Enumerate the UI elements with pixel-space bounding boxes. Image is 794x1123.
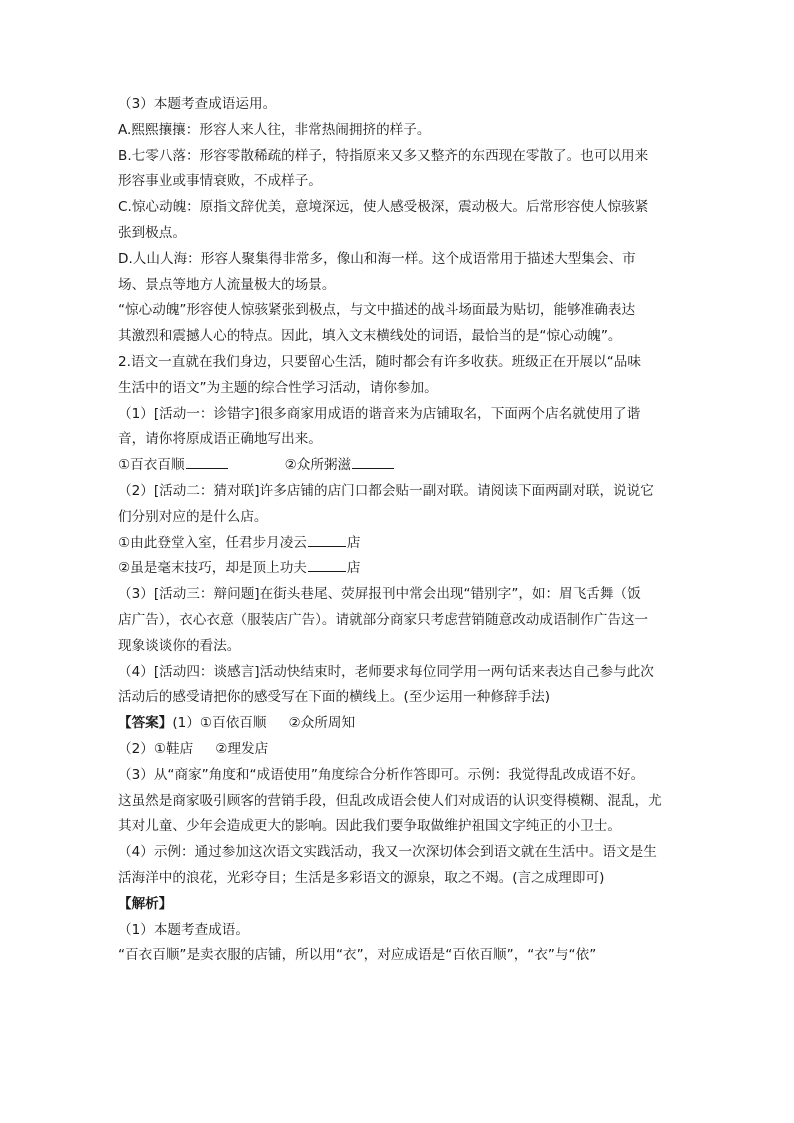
answer-line1 [118,711,704,737]
answer-blank[interactable] [352,455,394,469]
activity3-line3: 现象谈谈你的看法。 [118,637,241,654]
activity2-line2: 们分别对应的是什么店。 [118,508,268,525]
answer-3-line3: 其对儿童、少年会造成更大的影响。因此我们要争取做维护祖国文字纯正的小卫士。 [118,818,621,835]
answer-label: 【答案】 [118,715,173,732]
activity2-item1 [118,531,704,557]
answer-line2 [118,737,704,763]
activity4-line2: 活动后的感受请把你的感受写在下面的横线上。(至少运用一种修辞手法) [118,689,551,706]
answer-3-line1: （3）从“商家”角度和“成语使用”角度综合分析作答即可。示例：我觉得乱改成语不好。 [118,766,645,783]
activity3-line1: （3）[活动三：辩问题]在街头巷尾、荧屏报刊中常会出现“错别字”，如：眉飞舌舞（饭 [118,586,641,603]
answer-1-part1: (1）①百依百顺 [172,715,267,732]
couplet-1: ①由此登堂入室，任君步月凌云 [118,534,307,551]
conclusion-line1: “惊心动魄”形容使人惊骇紧张到极点，与文中描述的战斗场面最为贴切，能够准确表达 [118,302,636,319]
answer-blank[interactable] [308,533,346,547]
activity2-line1: （2）[活动二：猜对联]许多店铺的店门口都会贴一副对联。请阅读下面两副对联，说说它 [118,482,654,499]
option-c-line2: 张到极点。 [118,224,186,241]
option-a: A.熙熙攘攘：形容人来人往，非常热闹拥挤的样子。 [118,121,431,138]
activity3-line2: 店广告），衣心衣意（服装店广告）。请就部分商家只考虑营销随意改动成语制作广告这一 [118,611,649,628]
answer-blank[interactable] [308,558,346,572]
analysis-line1: （1）本题考查成语。 [118,921,249,938]
analysis-label: 【解析】 [118,895,173,912]
answer-1-part2: ②众所周知 [288,715,356,732]
document-page [118,92,704,969]
activity4-line1: （4）[活动四：谈感言]活动快结束时，老师要求每位同学用一两句话来表达自己参与此次 [118,663,654,680]
answer-blank[interactable] [186,455,228,469]
answer-4-line1: （4）示例：通过参加这次语文实践活动，我又一次深切体会到语文就在生活中。语文是生 [118,844,657,861]
option-b-line1: B.七零八落：形容零散稀疏的样子，特指原来又多又整齐的东西现在零散了。也可以用来 [118,147,649,164]
answer-2-part2: ②理发店 [215,740,269,757]
activity1-items [118,453,704,479]
option-d-line2: 场、景点等地方人流量极大的场景。 [118,276,336,293]
activity1-line1: （1）[活动一：诊错字]很多商家用成语的谐音来为店铺取名，下面两个店名就使用了谐 [118,405,641,422]
option-c-line1: C.惊心动魄：原指文辞优美，意境深远，使人感受极深，震动极大。后常形容使人惊骇紧 [118,199,649,216]
q2-intro-line1: 2.语文一直就在我们身边，只要留心生活，随时都会有许多收获。班级正在开展以“品味 [118,353,641,370]
analysis-line2: “百衣百顺”是卖衣服的店铺，所以用“衣”，对应成语是“百依百顺”，“衣”与“依” [118,947,597,964]
activity1-item2: ②众所粥滋 [284,457,352,474]
couplet-2: ②虽是毫末技巧，却是顶上功夫 [118,560,307,577]
answer-2-part1: （2）①鞋店 [118,740,194,757]
activity1-item1: ①百衣百顺 [118,457,185,474]
activity2-item2 [118,556,704,582]
activity1-line2: 音，请你将原成语正确地写出来。 [118,431,322,448]
q3-header: （3）本题考查成语运用。 [118,96,277,112]
conclusion-line2: 其激烈和震撼人心的特点。因此，填入文末横线处的词语，最恰当的是“惊心动魄”。 [118,328,622,345]
answer-4-line2: 活海洋中的浪花，光彩夺目；生活是多彩语文的源泉，取之不竭。(言之成理即可) [118,869,605,886]
q2-intro-line2: 生活中的语文”为主题的综合性学习活动，请你参加。 [118,379,438,396]
option-b-line2: 形容事业或事情衰败，不成样子。 [118,173,322,190]
option-d-line1: D.人山人海：形容人聚集得非常多，像山和海一样。这个成语常用于描述大型集会、市 [118,250,636,267]
shop-suffix: 店 [346,560,361,577]
answer-3-line2: 这虽然是商家吸引顾客的营销手段，但乱改成语会使人们对成语的认识变得模糊、混乱，尤 [118,792,662,809]
shop-suffix: 店 [346,534,361,551]
